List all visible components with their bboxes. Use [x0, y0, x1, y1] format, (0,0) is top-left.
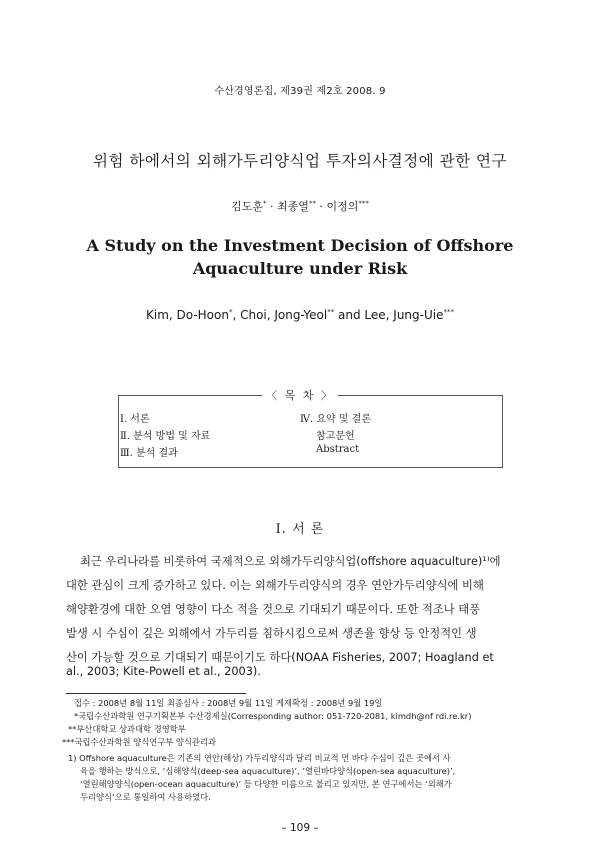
footnote-1-cont: 육을 행하는 방식으로, ‘심해양식(deep-sea aquaculture)’, ‘열린바다양식(open-sea aquaculture)’,: [80, 766, 456, 776]
body-line: al., 2003; Kite-Powell et al., 2003).: [66, 665, 261, 678]
page-number: – 109 –: [281, 822, 319, 834]
author-lee-en: and Lee, Jung-Uie: [334, 308, 444, 322]
toc-item-abstract: Abstract: [316, 444, 360, 455]
korean-authors: [0, 198, 600, 214]
author-choi-kr: 최종열: [277, 200, 309, 213]
author-sep: ·: [266, 200, 278, 213]
toc-item-1: Ⅰ. 서론: [120, 414, 150, 425]
toc-border: [338, 395, 502, 396]
english-title-line-2: Aquaculture under Risk: [192, 259, 408, 278]
journal-info: 수산경영론집, 제39권 제2호 2008. 9: [214, 86, 386, 97]
author-mark-3: ***: [443, 308, 454, 316]
footnote-affiliation-1: *국립수산과학원 연구기획본부 수산경제실(Corresponding author: 051-720-2081, kimdh@nf rdi.re.kr): [74, 711, 472, 721]
section-heading: Ⅰ. 서 론: [275, 522, 325, 537]
author-mark-1: *: [263, 199, 267, 208]
toc-border: [118, 395, 262, 396]
korean-title: 위험 하에서의 외해가두리양식업 투자의사결정에 관한 연구: [93, 152, 507, 170]
author-kim-en: Kim, Do-Hoon: [146, 308, 229, 322]
footnote-1: 1) Offshore aquaculture은 기존의 연안(해상) 가두리양식과 달리 비교적 먼 바다 수심이 깊은 곳에서 사: [68, 753, 451, 763]
author-mark-1: *: [228, 308, 233, 316]
body-line: 대한 관심이 크게 증가하고 있다. 이는 외해가두리양식의 경우 연안가두리양식에 비해: [66, 579, 484, 592]
footnote-1-cont: 두리양식’으로 통일하여 사용하였다.: [80, 792, 211, 802]
english-title: [0, 234, 600, 280]
author-sep: ·: [315, 200, 327, 213]
english-title-line-1: A Study on the Investment Decision of Offshore: [86, 236, 514, 255]
body-line: 발생 시 수심이 깊은 외해에서 가두리를 침하시킴으로써 생존율 향상 등 안정적인 생: [66, 627, 477, 640]
author-mark-3: ***: [358, 199, 369, 208]
body-line: 산이 가능할 것으로 기대되기 때문이기도 하다(NOAA Fisheries, 2007; Hoagland et: [66, 651, 494, 664]
footnote-affiliation-2: **부산대학교 상과대학 경영학부: [68, 724, 186, 734]
footnote-divider: [66, 693, 246, 694]
author-lee-kr: 이정의: [326, 200, 359, 213]
footnote-affiliation-3: ***국립수산과학원 양식연구부 양식관리과: [62, 737, 216, 747]
english-authors: [0, 308, 600, 322]
toc-item-references: 참고문헌: [316, 431, 355, 442]
toc-item-4: Ⅳ. 요약 및 결론: [300, 414, 372, 425]
toc-heading: 〈 목 차 〉: [262, 387, 338, 403]
author-mark-2: **: [327, 308, 335, 316]
toc-item-3: Ⅲ. 분석 결과: [120, 448, 178, 459]
toc-item-2: Ⅱ. 분석 방법 및 자료: [120, 431, 211, 442]
body-line: 해양환경에 대한 오염 영향이 다소 적을 것으로 기대되기 때문이다. 또한 적조나 태풍: [66, 603, 481, 616]
author-choi-en: , Choi, Jong-Yeol: [232, 308, 328, 322]
body-line: 최근 우리나라를 비롯하여 국제적으로 외해가두리양식업(offshore aquaculture)¹⁾에: [80, 555, 501, 568]
footnote-1-cont: ‘열린해양양식(open-ocean aquaculture)’ 등 다양한 이름으로 불리고 있지만, 본 연구에서는 ‘외해가: [80, 779, 452, 789]
footnote-dates: 접수 : 2008년 8월 11일 최종심사 : 2008년 9월 11일 게재확정 : 2008년 9월 19일: [74, 698, 383, 708]
author-kim-kr: 김도훈: [231, 200, 264, 213]
author-mark-2: **: [308, 199, 316, 208]
